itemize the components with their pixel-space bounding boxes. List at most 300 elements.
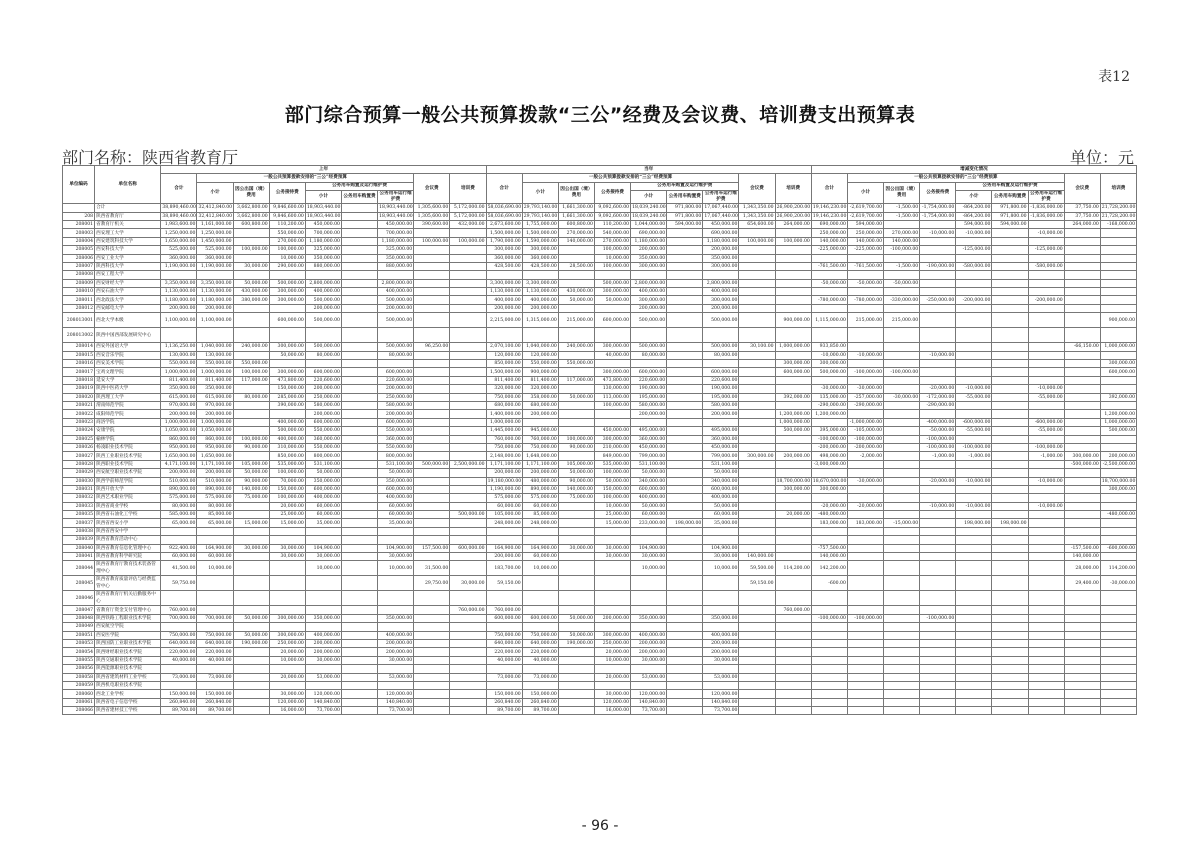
amount-cell: 550,000.00	[558, 360, 594, 368]
amount-cell: 73,000.00	[522, 673, 558, 681]
amount-cell	[414, 656, 450, 664]
amount-cell	[775, 262, 811, 270]
amount-cell	[667, 427, 703, 435]
amount-cell	[703, 606, 739, 614]
amount-cell: 65,000.00	[161, 519, 197, 527]
amount-cell	[486, 591, 522, 606]
amount-cell: 550,000.00	[378, 443, 414, 451]
amount-cell: 495,000.00	[703, 427, 739, 435]
amount-cell	[341, 460, 377, 468]
amount-cell: 30,000.00	[594, 553, 630, 561]
amount-cell	[847, 648, 883, 656]
amount-cell	[1028, 690, 1064, 698]
amount-cell: 73,700.00	[703, 707, 739, 715]
unit-code: 208016	[63, 360, 95, 368]
amount-cell: 585,000.00	[161, 511, 197, 519]
amount-cell: 104,900.00	[378, 544, 414, 552]
amount-cell	[1064, 246, 1100, 254]
amount-cell	[450, 427, 486, 435]
amount-cell	[341, 656, 377, 664]
table-row	[63, 452, 1137, 460]
amount-cell: -100,000.00	[811, 435, 847, 443]
unit-code: 208054	[63, 648, 95, 656]
amount-cell: 300,000.00	[269, 614, 305, 622]
amount-cell: -100,000.00	[1028, 443, 1064, 451]
header-diff-reception: 公务接待费	[920, 182, 956, 203]
unit-code: 208066	[63, 707, 95, 715]
amount-cell	[450, 527, 486, 535]
amount-cell: 15,000.00	[269, 519, 305, 527]
amount-cell: 50,000.00	[703, 469, 739, 477]
amount-cell	[341, 606, 377, 614]
amount-cell	[1028, 591, 1064, 606]
amount-cell	[739, 477, 775, 485]
unit-name: 陕西工业职业技术学院	[95, 452, 161, 460]
amount-cell: 450,000.00	[594, 427, 630, 435]
amount-cell: 60,000.00	[305, 511, 341, 519]
amount-cell: -30,000.00	[1100, 576, 1136, 591]
amount-cell: 21,728,200.00	[1101, 205, 1136, 211]
amount-cell	[920, 648, 956, 656]
amount-cell: 1,315,000.00	[522, 313, 558, 328]
amount-cell	[920, 639, 956, 647]
header-prev-veh-subtotal: 小计	[305, 191, 341, 204]
amount-cell: 200,000.00	[197, 410, 233, 418]
amount-cell	[811, 681, 847, 689]
table-row	[63, 519, 1137, 527]
amount-cell: 1,171,100.00	[486, 460, 522, 468]
amount-cell	[1100, 328, 1136, 343]
amount-cell: -100,000.00	[847, 614, 883, 622]
amount-cell	[1064, 385, 1100, 393]
amount-cell	[341, 648, 377, 656]
amount-cell	[414, 376, 450, 384]
amount-cell: 1,180,000.00	[305, 237, 341, 245]
unit-name: 陕西铁路工程职业技术学院	[95, 614, 161, 622]
table-row	[63, 614, 1137, 622]
unit-name: 陕西省建材技工学校	[95, 707, 161, 715]
amount-cell	[667, 536, 703, 544]
amount-cell	[269, 328, 305, 343]
amount-cell	[1100, 229, 1136, 237]
amount-cell: 690,000.00	[811, 220, 847, 228]
amount-cell	[414, 614, 450, 622]
amount-cell	[594, 665, 630, 673]
amount-cell: 760,000.00	[775, 606, 811, 614]
amount-cell	[739, 376, 775, 384]
amount-cell	[739, 673, 775, 681]
amount-cell	[594, 527, 630, 535]
amount-cell: 30,000.00	[703, 656, 739, 664]
amount-cell	[450, 376, 486, 384]
amount-cell: 60,000.00	[703, 511, 739, 519]
amount-cell	[956, 469, 992, 477]
amount-cell	[305, 527, 341, 535]
amount-cell: 800,000.00	[378, 452, 414, 460]
amount-cell: -1,500.00	[884, 212, 920, 220]
amount-cell: 190,000.00	[703, 385, 739, 393]
amount-cell	[558, 279, 594, 287]
amount-cell	[414, 328, 450, 343]
amount-cell	[956, 553, 992, 561]
amount-cell	[414, 271, 450, 279]
amount-cell: 32,412,840.00	[198, 205, 233, 211]
amount-cell	[775, 673, 811, 681]
amount-cell: 600,000.00	[522, 614, 558, 622]
amount-cell: 9,092,600.00	[594, 204, 630, 212]
amount-cell: 3,662,800.00	[233, 212, 269, 220]
amount-cell: 1,500,000.00	[486, 229, 522, 237]
amount-cell: 300,000.00	[631, 262, 667, 270]
unit-name: 陕西中医药大学	[95, 385, 161, 393]
amount-cell: 1,500,000.00	[486, 368, 522, 376]
amount-cell: 40,000.00	[486, 656, 522, 664]
amount-cell: 2,500,000.00	[450, 460, 486, 468]
unit-name: 宝鸡文理学院	[95, 368, 161, 376]
amount-cell: 3,662,800.00	[233, 204, 269, 212]
amount-cell	[992, 494, 1028, 502]
unit-code: 208030	[63, 477, 95, 485]
amount-cell	[667, 576, 703, 591]
amount-cell	[233, 313, 269, 328]
amount-cell: 880,000.00	[305, 262, 341, 270]
amount-cell	[269, 410, 305, 418]
header-prev-training: 培训费	[450, 174, 486, 204]
amount-cell: 50,000.00	[269, 351, 305, 359]
amount-cell	[992, 304, 1028, 312]
amount-cell	[992, 591, 1028, 606]
amount-cell: 18,700,000.00	[1101, 478, 1136, 484]
amount-cell: -1,000.00	[956, 452, 992, 460]
amount-cell	[269, 561, 305, 576]
header-curr-subtotal: 小计	[522, 182, 558, 203]
amount-cell	[920, 519, 956, 527]
amount-cell: 971,800.00	[992, 204, 1028, 212]
amount-cell	[956, 681, 992, 689]
amount-cell	[1028, 304, 1064, 312]
amount-cell	[378, 360, 414, 368]
amount-cell: 700,000.00	[305, 229, 341, 237]
amount-cell: 580,000.00	[703, 401, 739, 409]
amount-cell	[920, 690, 956, 698]
amount-cell	[847, 536, 883, 544]
unit-name: 西安工业大学	[95, 254, 161, 262]
amount-cell: 1,200,000.00	[811, 410, 847, 418]
amount-cell	[884, 328, 920, 343]
amount-cell: 80,000.00	[631, 351, 667, 359]
amount-cell	[1100, 707, 1136, 715]
amount-cell	[522, 527, 558, 535]
amount-cell: 600,000.00	[305, 368, 341, 376]
amount-cell	[956, 237, 992, 245]
amount-cell: 811,400.00	[522, 376, 558, 384]
unit-code: 208012	[63, 304, 95, 312]
amount-cell: 10,000.00	[594, 502, 630, 510]
amount-cell	[667, 418, 703, 426]
amount-cell	[1028, 376, 1064, 384]
amount-cell: 640,000.00	[197, 639, 233, 647]
amount-cell: 200,000.00	[631, 410, 667, 418]
amount-cell	[1064, 237, 1100, 245]
amount-cell	[233, 606, 269, 614]
amount-cell	[1064, 418, 1100, 426]
amount-cell	[341, 328, 377, 343]
amount-cell: 50,000.00	[233, 469, 269, 477]
table-number: 表12	[1098, 69, 1130, 85]
amount-cell: 690,000.00	[703, 229, 739, 237]
amount-cell	[450, 393, 486, 401]
amount-cell: 35,000.00	[378, 519, 414, 527]
amount-cell	[378, 527, 414, 535]
amount-cell: 580,000.00	[378, 401, 414, 409]
amount-cell: 264,000.00	[1064, 220, 1100, 228]
amount-cell	[1064, 519, 1100, 527]
unit-code: 208060	[63, 690, 95, 698]
amount-cell: -290,000.00	[811, 401, 847, 409]
amount-cell	[341, 485, 377, 493]
amount-cell: -125,000.00	[1028, 246, 1064, 254]
amount-cell: 600,000.00	[378, 368, 414, 376]
amount-cell	[1064, 681, 1100, 689]
header-diff-abroad: 因公出国（境）费用	[884, 182, 920, 203]
amount-cell	[233, 511, 269, 519]
amount-cell: 200,000.00	[631, 648, 667, 656]
amount-cell: -190,000.00	[920, 262, 956, 270]
amount-cell	[739, 698, 775, 706]
unit-code: 208041	[63, 553, 95, 561]
amount-cell: 580,000.00	[631, 401, 667, 409]
amount-cell	[739, 418, 775, 426]
amount-cell: 360,000.00	[197, 254, 233, 262]
amount-cell	[341, 452, 377, 460]
amount-cell	[450, 262, 486, 270]
amount-cell: 1,661,300.00	[558, 204, 594, 212]
table-row	[63, 690, 1137, 698]
amount-cell	[197, 527, 233, 535]
amount-cell: 1,000,000.00	[197, 418, 233, 426]
amount-cell	[667, 376, 703, 384]
amount-cell: -600,000.00	[1028, 418, 1064, 426]
amount-cell	[1028, 368, 1064, 376]
amount-cell	[884, 631, 920, 639]
amount-cell	[450, 665, 486, 673]
amount-cell	[341, 271, 377, 279]
amount-cell: 114,200.00	[775, 561, 811, 576]
amount-cell: 200,000.00	[703, 648, 739, 656]
amount-cell	[992, 351, 1028, 359]
amount-cell	[594, 561, 630, 576]
amount-cell: 18,700,000.00	[776, 478, 811, 484]
amount-cell	[667, 288, 703, 296]
table-row	[63, 648, 1137, 656]
amount-cell	[341, 401, 377, 409]
amount-cell	[341, 707, 377, 715]
table-row	[63, 313, 1137, 328]
amount-cell	[884, 376, 920, 384]
amount-cell: 392,000.00	[1100, 393, 1136, 401]
amount-cell	[414, 536, 450, 544]
amount-cell	[341, 690, 377, 698]
amount-cell	[450, 271, 486, 279]
amount-cell: 100,000.00	[269, 494, 305, 502]
amount-cell	[847, 631, 883, 639]
amount-cell	[1028, 553, 1064, 561]
amount-cell: -15,000.00	[884, 519, 920, 527]
amount-cell: 200,000.00	[775, 452, 811, 460]
amount-cell: -1,000.00	[920, 452, 956, 460]
amount-cell	[233, 690, 269, 698]
amount-cell	[522, 536, 558, 544]
amount-cell: 811,400.00	[197, 376, 233, 384]
amount-cell: 200,000.00	[1100, 452, 1136, 460]
amount-cell: 1,755,000.00	[522, 220, 558, 228]
amount-cell	[305, 606, 341, 614]
amount-cell	[450, 229, 486, 237]
amount-cell	[450, 673, 486, 681]
amount-cell: 350,000.00	[631, 614, 667, 622]
amount-cell: -30,000.00	[884, 393, 920, 401]
amount-cell: 100,000.00	[558, 435, 594, 443]
amount-cell: 1,000,000.00	[161, 368, 197, 376]
amount-cell: 30,000.00	[631, 553, 667, 561]
amount-cell	[847, 494, 883, 502]
table-row	[63, 351, 1137, 359]
amount-cell: 849,000.00	[594, 452, 630, 460]
amount-cell	[378, 271, 414, 279]
amount-cell: 1,115,000.00	[811, 313, 847, 328]
amount-cell: -100,000.00	[884, 368, 920, 376]
amount-cell	[341, 502, 377, 510]
amount-cell	[233, 527, 269, 535]
amount-cell: 113,000.00	[594, 393, 630, 401]
amount-cell: 1,250,000.00	[197, 229, 233, 237]
amount-cell	[992, 313, 1028, 328]
amount-cell	[1100, 698, 1136, 706]
amount-cell	[558, 502, 594, 510]
amount-cell	[486, 665, 522, 673]
amount-cell: 50,000.00	[233, 631, 269, 639]
amount-cell	[1064, 410, 1100, 418]
amount-cell: 38,890,460.00	[162, 205, 196, 211]
amount-cell: 25,000.00	[594, 511, 630, 519]
amount-cell: 250,000.00	[305, 393, 341, 401]
amount-cell	[558, 606, 594, 614]
amount-cell	[594, 328, 630, 343]
amount-cell: 760,000.00	[486, 435, 522, 443]
amount-cell	[739, 485, 775, 493]
amount-cell: 1,400,000.00	[486, 410, 522, 418]
amount-cell	[775, 536, 811, 544]
amount-cell	[956, 606, 992, 614]
amount-cell	[667, 469, 703, 477]
amount-cell	[341, 553, 377, 561]
unit-name: 商洛学院	[95, 418, 161, 426]
amount-cell: 30,000.00	[269, 544, 305, 552]
amount-cell: 1,171,100.00	[197, 460, 233, 468]
amount-cell	[739, 502, 775, 510]
amount-cell	[956, 401, 992, 409]
amount-cell: 164,900.00	[197, 544, 233, 552]
amount-cell	[847, 561, 883, 576]
amount-cell	[775, 631, 811, 639]
amount-cell	[667, 648, 703, 656]
amount-cell: 18,670,000.00	[812, 478, 847, 484]
amount-cell: 110,200.00	[594, 220, 630, 228]
amount-cell	[341, 536, 377, 544]
amount-cell	[594, 623, 630, 631]
table-row	[63, 443, 1137, 451]
amount-cell: 29,750.00	[414, 576, 450, 591]
amount-cell	[558, 410, 594, 418]
amount-cell	[847, 656, 883, 664]
amount-cell	[992, 376, 1028, 384]
amount-cell	[414, 229, 450, 237]
amount-cell: 50,000.00	[558, 631, 594, 639]
amount-cell	[884, 623, 920, 631]
amount-cell	[920, 576, 956, 591]
amount-cell: 3,350,000.00	[161, 279, 197, 287]
amount-cell: 250,000.00	[269, 639, 305, 647]
amount-cell	[739, 385, 775, 393]
amount-cell	[775, 296, 811, 304]
amount-cell: -3,000,000.00	[811, 460, 847, 468]
amount-cell: 971,800.00	[667, 212, 703, 220]
table-row	[63, 656, 1137, 664]
amount-cell: 117,000.00	[558, 376, 594, 384]
amount-cell: 117,000.00	[233, 376, 269, 384]
amount-cell	[1064, 665, 1100, 673]
unit-name: 西安航空学院	[95, 623, 161, 631]
amount-cell	[1100, 279, 1136, 287]
amount-cell: 53,000.00	[703, 673, 739, 681]
amount-cell: 60,000.00	[197, 553, 233, 561]
amount-cell: 40,000.00	[594, 351, 630, 359]
amount-cell: 10,000.00	[269, 254, 305, 262]
table-header	[63, 166, 1137, 204]
amount-cell	[1064, 351, 1100, 359]
amount-cell: 1,983,600.00	[161, 220, 197, 228]
amount-cell: 550,000.00	[161, 360, 197, 368]
amount-cell: 28,500.00	[558, 262, 594, 270]
amount-cell: 600,000.00	[486, 614, 522, 622]
amount-cell	[884, 360, 920, 368]
unit-name: 陕西省石油化工学校	[95, 511, 161, 519]
amount-cell	[667, 460, 703, 468]
amount-cell: 1,130,000.00	[522, 288, 558, 296]
amount-cell: 1,590,000.00	[522, 237, 558, 245]
amount-cell	[992, 460, 1028, 468]
amount-cell: 10,000.00	[378, 561, 414, 576]
amount-cell	[667, 656, 703, 664]
amount-cell	[522, 576, 558, 591]
amount-cell	[920, 511, 956, 519]
amount-cell: 18,039,240.00	[632, 213, 666, 219]
amount-cell	[992, 279, 1028, 287]
amount-cell: -1,754,000.00	[920, 212, 956, 220]
amount-cell: 40,000.00	[197, 656, 233, 664]
amount-cell: 285,000.00	[269, 393, 305, 401]
amount-cell: 80,000.00	[197, 502, 233, 510]
amount-cell	[378, 576, 414, 591]
amount-cell	[739, 271, 775, 279]
amount-cell	[884, 304, 920, 312]
amount-cell	[992, 237, 1028, 245]
amount-cell: 350,000.00	[703, 254, 739, 262]
amount-cell: 38,890,460.00	[162, 213, 196, 219]
amount-cell	[667, 614, 703, 622]
amount-cell	[486, 681, 522, 689]
amount-cell: 700,000.00	[378, 229, 414, 237]
